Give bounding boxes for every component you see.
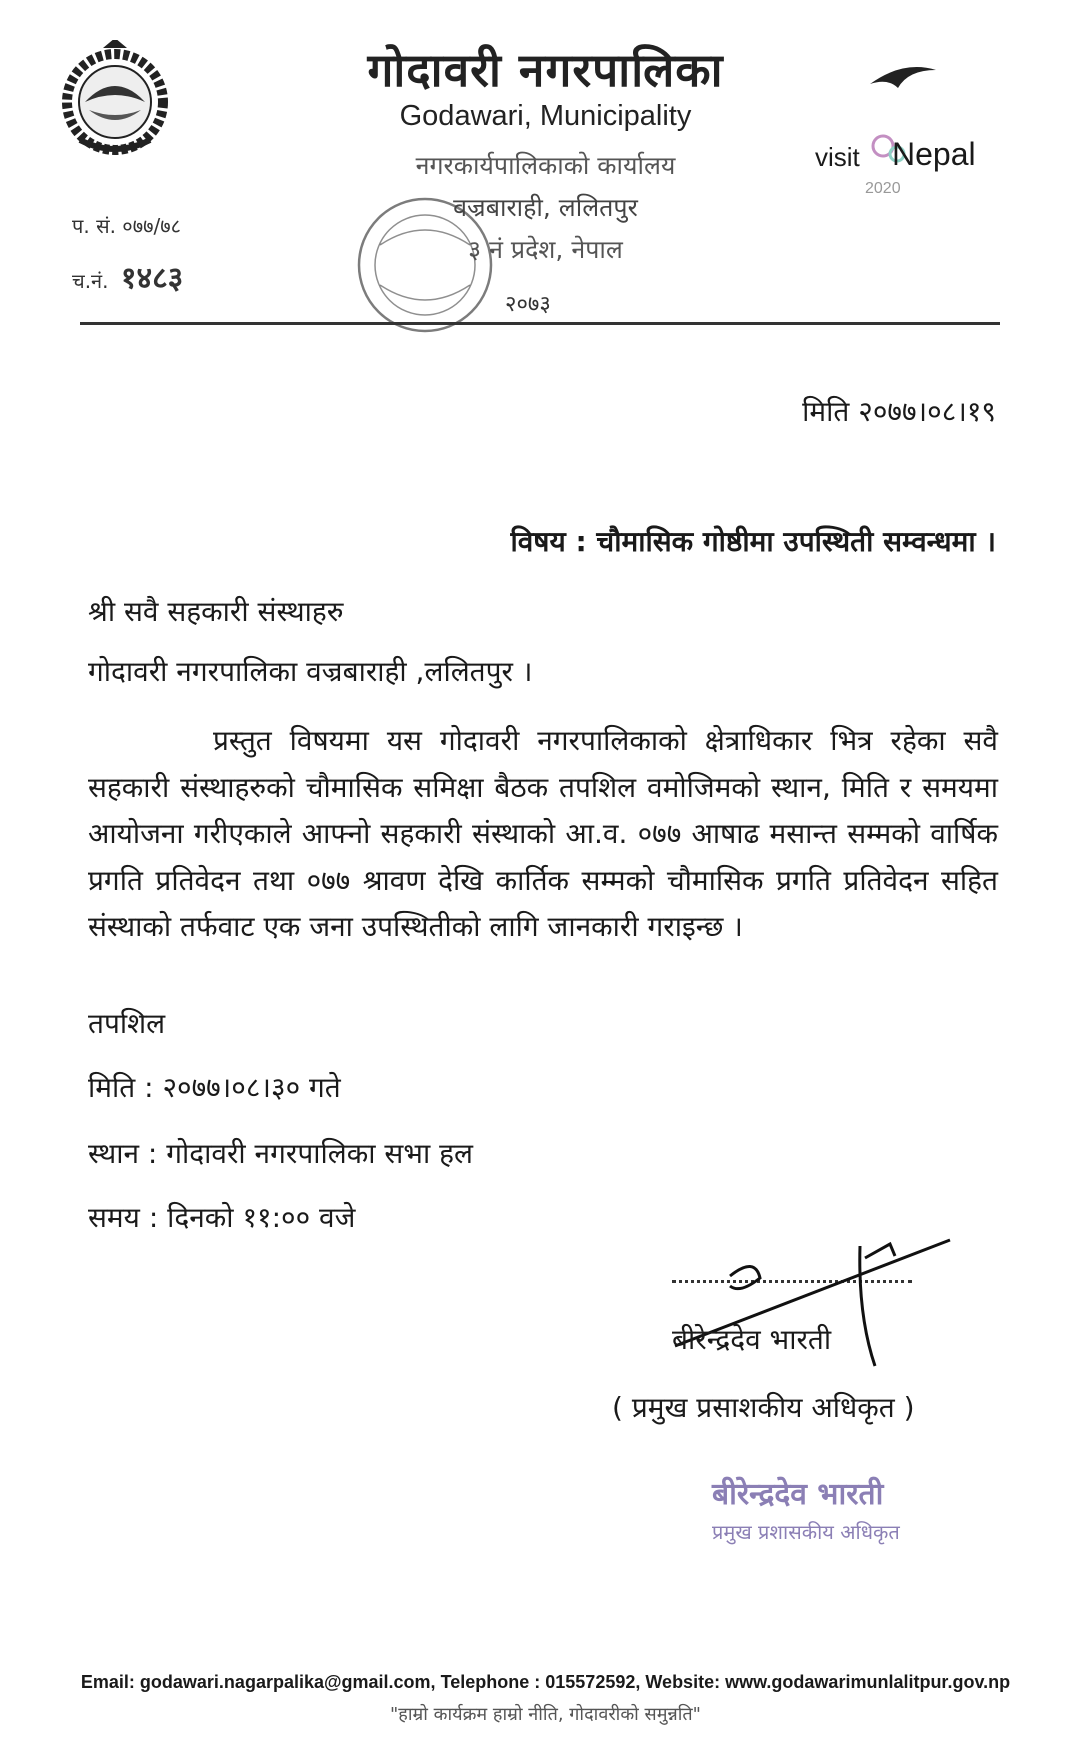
address-line-2: ३ नं प्रदेश, नेपाल — [468, 235, 623, 264]
office-stamp-icon — [340, 185, 530, 355]
visit-text: visit — [815, 142, 860, 172]
signature-stamp-name: बीरेन्द्रदेव भारती — [712, 1477, 884, 1512]
letter-date: मिति २०७७।०८।१९ — [802, 395, 996, 428]
visit-nepal-logo — [815, 118, 1005, 208]
letter-body: प्रस्तुत विषयमा यस गोदावरी नगरपालिकाको क्षेत्राधिकार भित्र रहेका सवै सहकारी संस्थाहरुको चौमासिक समिक्षा बैठक तपशिल वमोजिमको स्थान, मिति र समयमा आयोजना गरीएकाले आफ्नो सहकारी संस्थाको आ.व. ०७७ आषाढ मसान्त सम्मको वार्षिक प्रगति प्रतिवेदन तथा ०७७ श्रावण देखि कार्तिक सम्मको चौमासिक प्रगति प्रतिवेदन सहित संस्थाको तर्फवाट एक जना उपस्थितीको लागि जानकारी गराइन्छ । — [88, 724, 998, 943]
signatory-title: ( प्रमुख प्रसाशकीय अधिकृत ) — [612, 1391, 915, 1424]
phone-label: Telephone : — [440, 1672, 541, 1692]
org-name-nepali: गोदावरी नगरपालिका — [367, 43, 724, 97]
signatory-name: बीरेन्द्रदेव भारती — [672, 1323, 832, 1356]
recipient-line-2: गोदावरी नगरपालिका वज्रबाराही ,ललितपुर । — [88, 655, 533, 688]
visit-nepal-year: 2020 — [865, 180, 901, 197]
nepal-text: Nepal — [892, 136, 976, 172]
signature-stamp-title: प्रमुख प्रशासकीय अधिकृत — [712, 1520, 900, 1544]
chalani-number-row — [72, 256, 183, 297]
footer-contact — [0, 1672, 1091, 1693]
bird-icon — [868, 62, 938, 92]
chalani-number: १४८३ — [120, 261, 184, 296]
header-divider — [80, 322, 1000, 325]
phone-value: 015572592, — [545, 1672, 641, 1692]
details-heading: तपशिल — [88, 1007, 166, 1040]
details-time: समय : दिनको ११:०० वजे — [88, 1201, 356, 1234]
org-name-english: Godawari, Municipality — [399, 100, 692, 132]
footer-motto: "हाम्रो कार्यक्रम हाम्रो नीति, गोदावरीको समुन्नति" — [390, 1704, 701, 1725]
recipient-line-1: श्री सवै सहकारी संस्थाहरु — [88, 595, 344, 628]
letter-subject: विषय : चौमासिक गोष्ठीमा उपस्थिती सम्वन्धमा । — [510, 525, 996, 558]
chalani-label: च.नं. — [72, 269, 109, 293]
stamp-year: २०७३ — [505, 292, 551, 317]
address-line-1: वज्रबाराही, ललितपुर — [453, 193, 638, 222]
website-value: www.godawarimunlalitpur.gov.np — [725, 1672, 1011, 1692]
office-name: नगरकार्यपालिकाको कार्यालय — [415, 151, 676, 180]
patra-sankhya: प. सं. ०७७/७८ — [72, 214, 182, 238]
email-label: Email: — [80, 1672, 135, 1692]
details-date: मिति : २०७७।०८।३० गते — [88, 1071, 341, 1104]
email-value: godawari.nagarpalika@gmail.com, — [139, 1672, 436, 1692]
website-label: Website: — [645, 1672, 721, 1692]
details-place: स्थान : गोदावरी नगरपालिका सभा हल — [88, 1137, 473, 1170]
